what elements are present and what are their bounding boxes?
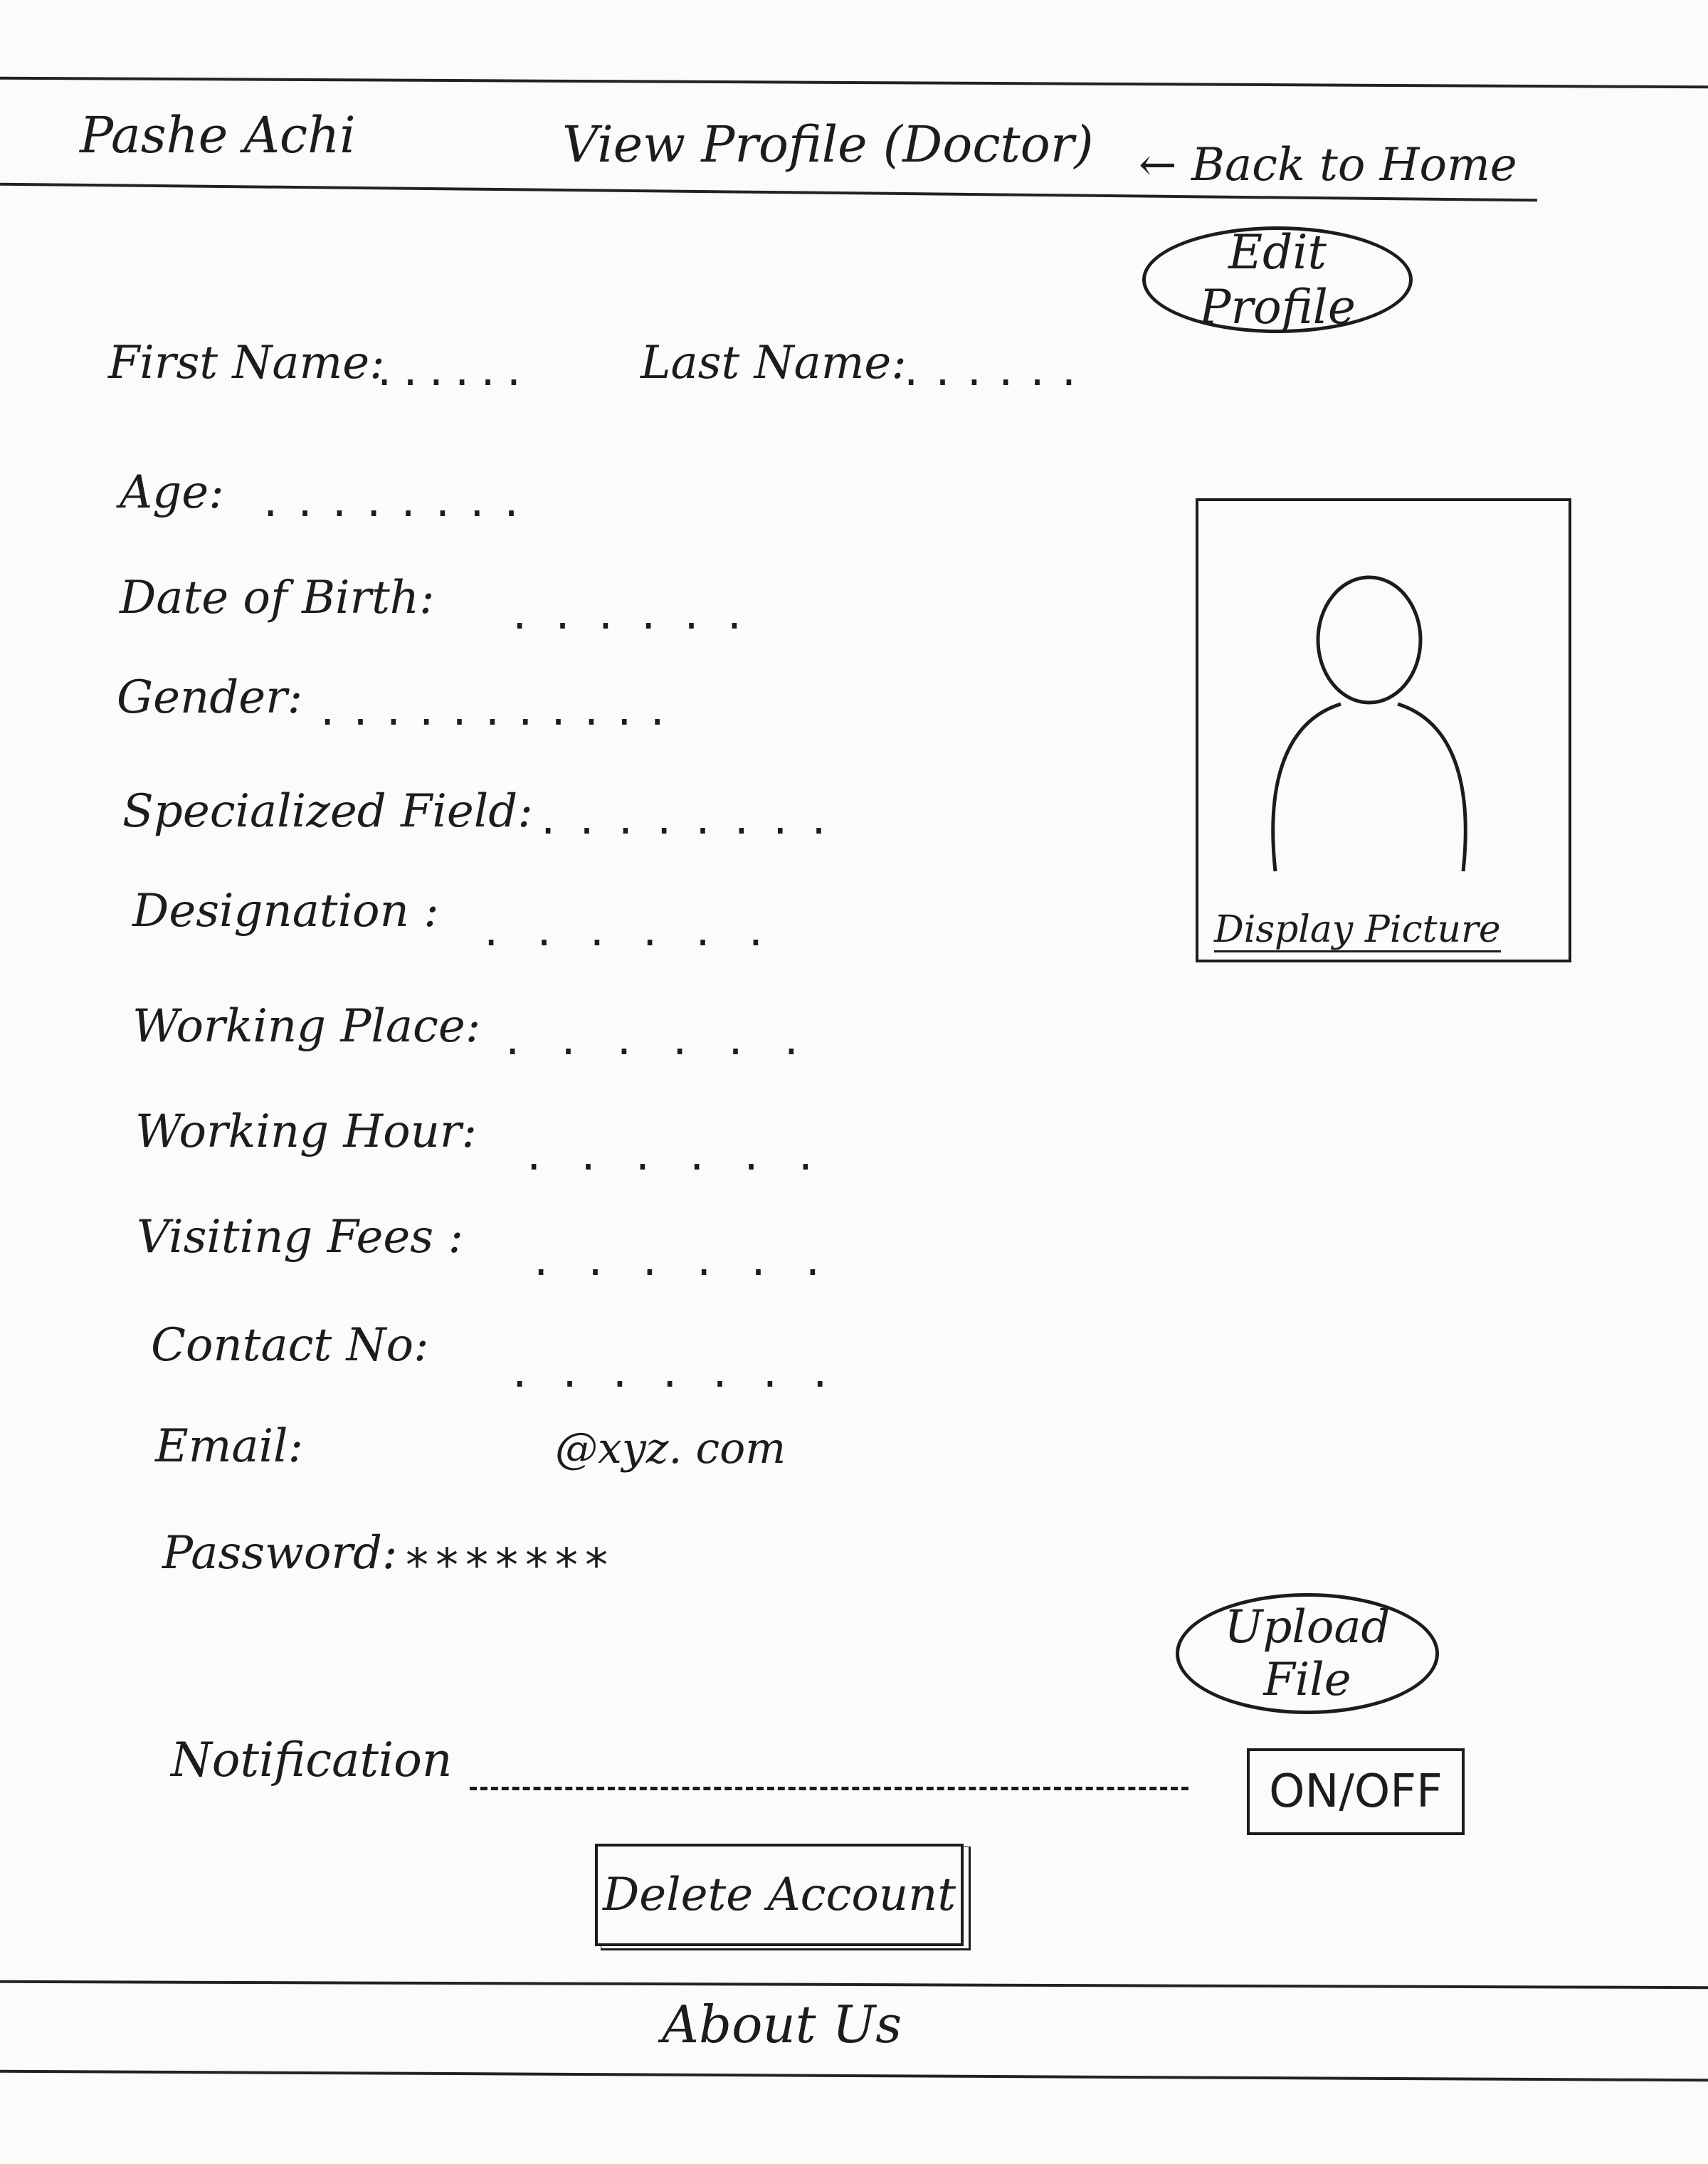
contact-no-label: Contact No: (151, 1319, 429, 1372)
password-value: ******* (406, 1540, 615, 1592)
designation-label: Designation : (132, 885, 439, 937)
app-name[interactable]: Pashe Achi (80, 106, 356, 164)
page-title: View Profile (Doctor) (562, 115, 1094, 174)
age-label: Age: (120, 466, 224, 519)
footer-bottom-rule (0, 2070, 1708, 2082)
footer-top-rule (0, 1980, 1708, 1989)
back-to-home-link[interactable]: ← Back to Home (1139, 139, 1517, 191)
working-place-value: ...... (505, 1013, 840, 1066)
contact-no-value: ....... (512, 1345, 863, 1398)
edit-profile-button[interactable]: Edit Profile (1142, 226, 1413, 333)
about-us-link[interactable]: About Us (662, 1995, 902, 2054)
person-silhouette-icon (1262, 572, 1476, 878)
last-name-value: ...... (904, 344, 1094, 396)
delete-account-button[interactable]: Delete Account (595, 1844, 964, 1946)
gender-value: ........... (320, 683, 683, 736)
email-label: Email: (155, 1420, 304, 1473)
last-name-label: Last Name: (640, 337, 907, 389)
email-value: @xyz. com (555, 1424, 786, 1474)
notification-toggle-button[interactable]: ON/OFF (1247, 1748, 1465, 1835)
upload-file-button[interactable]: Upload File (1176, 1593, 1439, 1714)
first-name-label: First Name: (108, 337, 385, 389)
working-hour-value: ...... (527, 1128, 853, 1181)
gender-label: Gender: (117, 671, 303, 724)
working-place-label: Working Place: (132, 1000, 481, 1053)
header-top-rule (0, 77, 1708, 89)
working-hour-label: Working Hour: (135, 1105, 478, 1158)
visiting-fees-label: Visiting Fees : (137, 1211, 463, 1264)
age-value: ........ (263, 475, 539, 527)
first-name-value: ...... (377, 344, 533, 396)
display-picture-caption: Display Picture (1214, 910, 1501, 952)
date-of-birth-value: ...... (512, 587, 771, 640)
notification-label: Notification (171, 1733, 453, 1787)
visiting-fees-value: ...... (534, 1234, 860, 1286)
display-picture-frame[interactable] (1196, 498, 1571, 962)
password-label: Password: (162, 1527, 398, 1580)
designation-value: ...... (484, 904, 802, 957)
specialized-field-label: Specialized Field: (122, 785, 533, 838)
notification-leader-line (470, 1787, 1188, 1790)
date-of-birth-label: Date of Birth: (120, 572, 435, 624)
specialized-field-value: ........ (541, 792, 850, 845)
